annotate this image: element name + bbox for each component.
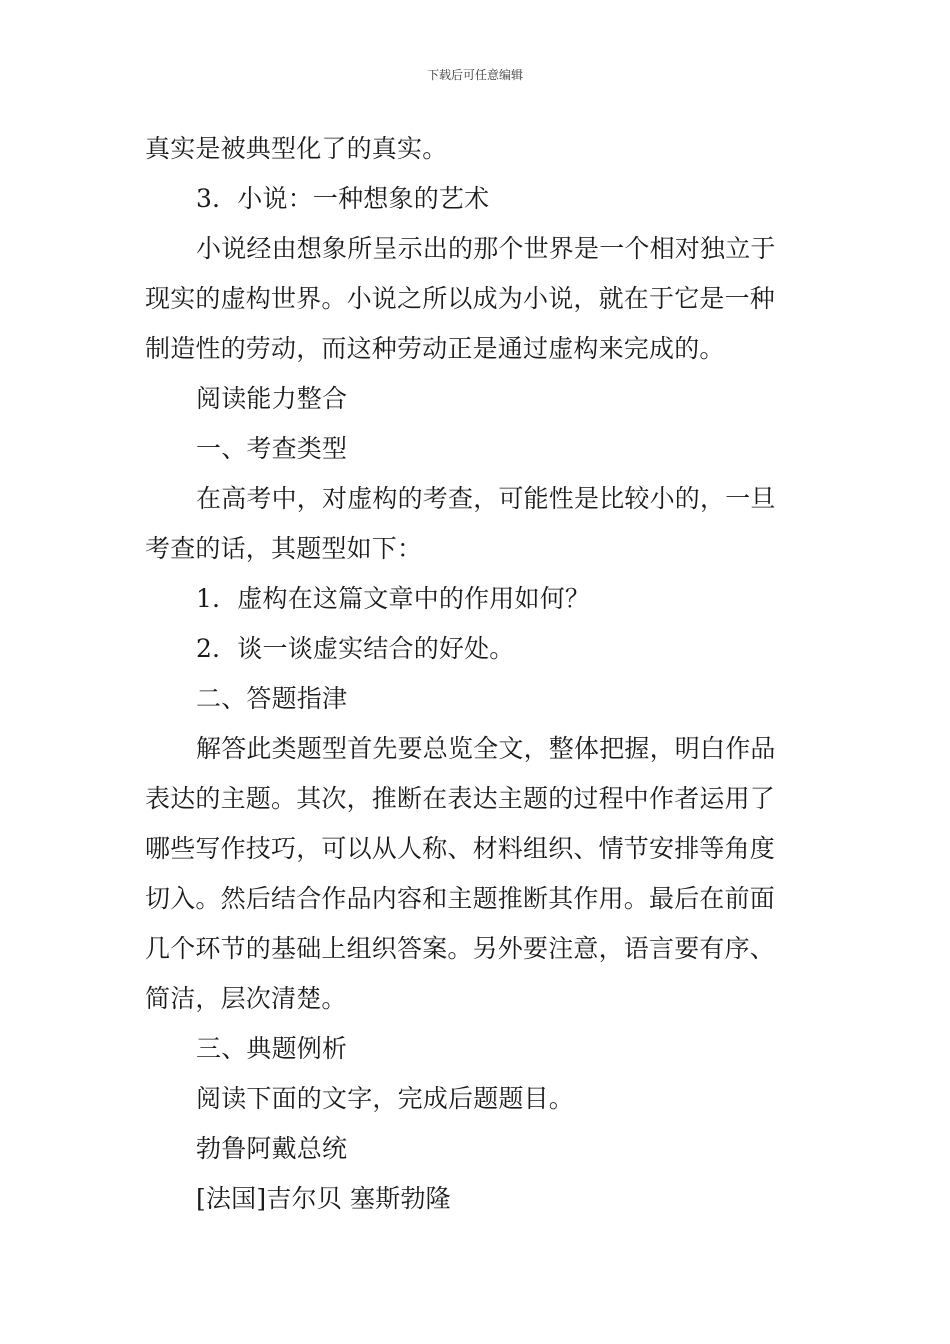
section-heading: 阅读能力整合 (196, 384, 348, 413)
story-author: [法国]吉尔贝 塞斯勃隆 (196, 1184, 451, 1213)
page-header: 下载后可任意编辑 (426, 68, 523, 82)
paragraph-line: 考查的话，其题型如下： (145, 534, 423, 563)
paragraph-line: 在高考中，对虚构的考查，可能性是比较小的，一旦 (196, 484, 776, 513)
list-item: 1．虚构在这篇文章中的作用如何？ (196, 584, 591, 613)
paragraph-line: 真实是被典型化了的真实。 (145, 134, 448, 163)
paragraph-line: 制造性的劳动，而这种劳动正是通过虚构来完成的。 (145, 334, 725, 363)
paragraph-line: 切入。然后结合作品内容和主题推断其作用。最后在前面 (145, 884, 776, 913)
paragraph-line: 阅读下面的文字，完成后题题目。 (196, 1084, 575, 1113)
section-heading: 一、考查类型 (196, 434, 348, 463)
paragraph-line: 表达的主题。其次，推断在表达主题的过程中作者运用了 (145, 784, 776, 813)
paragraph-line: 哪些写作技巧，可以从人称、材料组织、情节安排等角度 (145, 834, 776, 863)
paragraph-line: 小说经由想象所呈示出的那个世界是一个相对独立于 (196, 234, 776, 263)
section-heading: 三、典题例析 (196, 1034, 348, 1063)
paragraph-line: 简洁，层次清楚。 (145, 984, 347, 1013)
story-title: 勃鲁阿戴总统 (196, 1134, 348, 1163)
list-item: 2．谈一谈虚实结合的好处。 (196, 634, 515, 663)
document-body (145, 124, 815, 1224)
paragraph-line: 现实的虚构世界。小说之所以成为小说，就在于它是一种 (145, 284, 776, 313)
paragraph-line: 解答此类题型首先要总览全文，整体把握，明白作品 (196, 734, 776, 763)
section-heading: 二、答题指津 (196, 684, 348, 713)
paragraph-line: 几个环节的基础上组织答案。另外要注意，语言要有序、 (145, 934, 776, 963)
section-heading: 3．小说：一种想象的艺术 (196, 184, 490, 213)
